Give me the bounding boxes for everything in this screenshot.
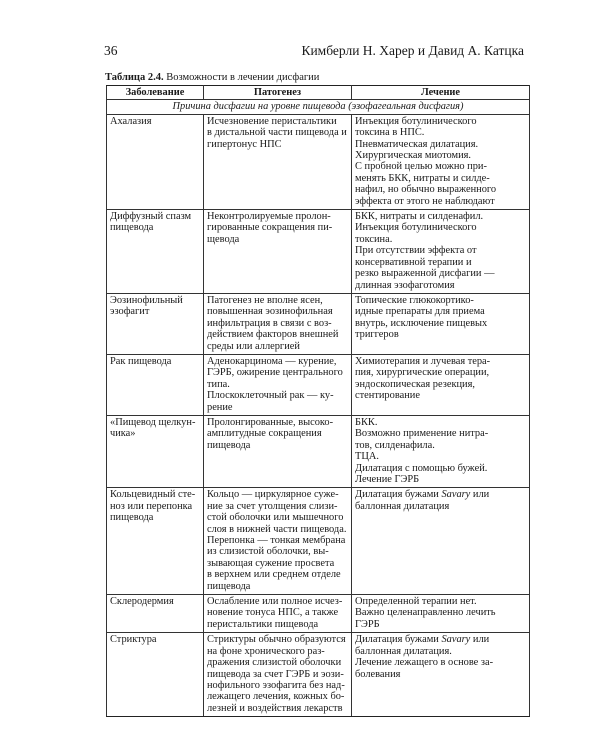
treatment-cell-line: БКК. — [355, 416, 378, 428]
pathogenesis-cell-line: новение тонуса НПС, а также — [207, 607, 339, 619]
running-header — [104, 43, 524, 59]
running-authors: Кимберли Н. Харер и Давид А. Катцка — [301, 43, 524, 58]
treatment-cell — [352, 354, 530, 415]
pathogenesis-cell-line: гипертонус НПС — [207, 138, 282, 150]
disease-cell — [107, 354, 204, 415]
pathogenesis-cell-line: слоя в нижней части пищевода. — [207, 523, 347, 535]
treatment-cell-line: Инъекция ботулинического — [355, 115, 477, 127]
pathogenesis-cell-line: рение — [207, 401, 233, 413]
treatment-cell-line: Дилатация бужами Savary или — [355, 634, 490, 646]
pathogenesis-cell-line: ГЭРБ, ожирение центрального — [207, 367, 343, 379]
treatment-cell-line: Лечение лежащего в основе за- — [355, 657, 494, 669]
pathogenesis-cell-line: дражения слизистой оболочки — [207, 657, 342, 669]
disease-cell-line: Ахалазия — [110, 115, 152, 127]
treatment-cell-line: При отсутствии эффекта от — [355, 245, 477, 257]
treatment-cell — [352, 595, 530, 633]
treatment-cell-line: Возможно применение нитра- — [355, 428, 489, 440]
disease-cell — [107, 488, 204, 595]
treatment-cell-line: пия, хирургические операции, — [355, 367, 490, 379]
pathogenesis-cell-line: лежащего лечения, кожных бо- — [207, 691, 345, 703]
disease-cell — [107, 415, 204, 487]
pathogenesis-cell-line: перистальтики пищевода — [207, 618, 319, 630]
treatment-cell-line: С пробной целью можно при- — [355, 161, 487, 173]
pathogenesis-cell-line: Перепонка — тонкая мембрана — [207, 535, 346, 547]
table-row — [107, 114, 530, 209]
treatment-cell-line: Пневматическая дилатация. — [355, 138, 479, 150]
table-subheader: Причина дисфагии на уровне пищевода (эзофагеальная дисфагия) — [107, 100, 530, 114]
disease-cell-line: чика» — [110, 428, 136, 440]
pathogenesis-cell-line: Пролонгированные, высоко- — [207, 416, 334, 428]
pathogenesis-cell — [204, 354, 352, 415]
pathogenesis-cell-line: пищевода — [207, 439, 251, 451]
treatment-cell — [352, 114, 530, 209]
disease-cell-line: пищевода — [110, 512, 154, 524]
table-row — [107, 633, 530, 717]
treatment-cell-line: Дилатация с помощью бужей. — [355, 462, 488, 474]
treatment-cell-line: Химиотерапия и лучевая тера- — [355, 355, 491, 367]
pathogenesis-cell-line: в дистальной части пищевода и — [207, 127, 347, 139]
disease-cell-line: Склеродермия — [110, 596, 174, 608]
treatment-cell-line: баллонная дилатация — [355, 500, 450, 512]
treatment-cell-line: Дилатация бужами Savary или — [355, 489, 490, 501]
table-row — [107, 293, 530, 354]
pathogenesis-cell-line: действием факторов внешней — [207, 329, 339, 341]
treatment-cell — [352, 488, 530, 595]
table-caption-title: Возможности в лечении дисфагии — [166, 72, 320, 83]
column-header-treatment: Лечение — [352, 86, 530, 100]
treatment-cell — [352, 293, 530, 354]
pathogenesis-cell-line: типа. — [207, 378, 230, 390]
pathogenesis-cell-line: из слизистой оболочки, вы- — [207, 546, 329, 558]
pathogenesis-cell-line: пищевода — [207, 580, 251, 592]
treatment-cell-line: ТЦА. — [355, 451, 379, 463]
disease-cell — [107, 293, 204, 354]
dysphagia-treatment-table — [106, 85, 530, 717]
pathogenesis-cell-line: среды или аллергией — [207, 340, 300, 352]
treatment-cell-line: болевания — [355, 668, 401, 680]
disease-cell — [107, 595, 204, 633]
pathogenesis-cell-line: Плоскоклеточный рак — ку- — [207, 390, 334, 402]
disease-cell-line: эзофагит — [110, 306, 150, 318]
treatment-cell-line: внутрь, исключение пищевых — [355, 317, 488, 329]
pathogenesis-cell-line: Исчезновение перистальтики — [207, 115, 337, 127]
disease-cell — [107, 114, 204, 209]
table-caption — [105, 71, 319, 84]
pathogenesis-cell-line: Ослабление или полное исчез- — [207, 596, 343, 608]
pathogenesis-cell-line: зывающая сужение просвета — [207, 557, 335, 569]
pathogenesis-cell-line: стой оболочки или мышечного — [207, 512, 344, 524]
treatment-cell-line: Важно целенаправленно лечить — [355, 607, 496, 619]
treatment-cell-line: Топические глюкокортико- — [355, 294, 474, 306]
pathogenesis-cell-line: ние за счет утолщения слизи- — [207, 500, 338, 512]
disease-cell-line: Диффузный спазм — [110, 211, 192, 223]
treatment-cell-line: Инъекция ботулинического — [355, 222, 477, 234]
disease-cell-line: Эозинофильный — [110, 294, 183, 306]
pathogenesis-cell-line: Неконтролируемые пролон- — [207, 211, 331, 223]
pathogenesis-cell-line: инфильтрация в связи с воз- — [207, 317, 332, 329]
treatment-cell-line: резко выраженной дисфагии — — [355, 268, 495, 280]
pathogenesis-cell-line: щевода — [207, 233, 240, 245]
pathogenesis-cell-line: на фоне хронического раз- — [207, 645, 325, 657]
treatment-cell-line: идные препараты для приема — [355, 306, 485, 318]
column-header-pathogenesis: Патогенез — [204, 86, 352, 100]
treatment-cell — [352, 633, 530, 717]
treatment-cell-line: триггеров — [355, 329, 399, 341]
table-row — [107, 488, 530, 595]
treatment-cell-line: нафил, но обычно выраженного — [355, 184, 497, 196]
disease-cell-line: Стриктура — [110, 634, 157, 646]
disease-cell-line: «Пищевод щелкун- — [110, 416, 196, 428]
disease-cell-line: Кольцевидный сте- — [110, 489, 196, 501]
treatment-cell-line: стентирование — [355, 390, 420, 402]
table-subheader-row — [107, 100, 530, 114]
treatment-cell-line: ГЭРБ — [355, 618, 380, 630]
treatment-cell — [352, 415, 530, 487]
pathogenesis-cell-line: Аденокарцинома — курение, — [207, 355, 337, 367]
pathogenesis-cell — [204, 415, 352, 487]
pathogenesis-cell — [204, 595, 352, 633]
treatment-cell — [352, 210, 530, 294]
pathogenesis-cell-line: Кольцо — циркулярное суже- — [207, 489, 339, 501]
treatment-cell-line: токсина в НПС. — [355, 127, 425, 139]
disease-cell-line: пищевода — [110, 222, 154, 234]
pathogenesis-cell-line: пищевода за счет ГЭРБ и эози- — [207, 668, 344, 680]
pathogenesis-cell-line: лезней и воздействия лекарств — [207, 702, 343, 714]
treatment-cell-line: БКК, нитраты и силденафил. — [355, 211, 484, 223]
pathogenesis-cell-line: в верхнем или среднем отделе — [207, 569, 341, 581]
treatment-cell-line: Определенной терапии нет. — [355, 596, 477, 608]
table-row — [107, 415, 530, 487]
treatment-cell-line: баллонная дилатация. — [355, 645, 452, 657]
table-row — [107, 595, 530, 633]
treatment-cell-line: эндоскопическая резекция, — [355, 378, 475, 390]
table-row — [107, 354, 530, 415]
pathogenesis-cell — [204, 114, 352, 209]
disease-cell — [107, 633, 204, 717]
treatment-cell-line: Лечение ГЭРБ — [355, 474, 420, 485]
treatment-cell-line: менять БКК, нитраты и силде- — [355, 172, 490, 184]
pathogenesis-cell — [204, 488, 352, 595]
treatment-cell-line: токсина. — [355, 233, 393, 245]
table-header-row — [107, 86, 530, 100]
treatment-cell-line: эффекта от этого не наблюдают — [355, 195, 495, 207]
page-number: 36 — [104, 43, 118, 58]
pathogenesis-cell — [204, 210, 352, 294]
disease-cell-line: Рак пищевода — [110, 355, 172, 367]
pathogenesis-cell-line: повышенная эозинофильная — [207, 306, 333, 318]
pathogenesis-cell — [204, 633, 352, 717]
pathogenesis-cell-line: нофильного эзофагита без над- — [207, 679, 345, 691]
pathogenesis-cell-line: гированные сокращения пи- — [207, 222, 333, 234]
treatment-cell-line: консервативной терапии и — [355, 256, 472, 268]
column-header-disease: Заболевание — [107, 86, 204, 100]
pathogenesis-cell-line: амплитудные сокращения — [207, 428, 322, 440]
pathogenesis-cell-line: Патогенез не вполне ясен, — [207, 294, 323, 306]
disease-cell-line: ноз или перепонка — [110, 500, 193, 512]
table-row — [107, 210, 530, 294]
treatment-cell-line: Хирургическая миотомия. — [355, 150, 472, 162]
pathogenesis-cell — [204, 293, 352, 354]
table-caption-label: Таблица 2.4. — [105, 72, 164, 83]
treatment-cell-line: длинная эзофаготомия — [355, 279, 455, 291]
pathogenesis-cell-line: Стриктуры обычно образуются — [207, 634, 346, 646]
disease-cell — [107, 210, 204, 294]
treatment-cell-line: тов, силденафила. — [355, 439, 435, 451]
